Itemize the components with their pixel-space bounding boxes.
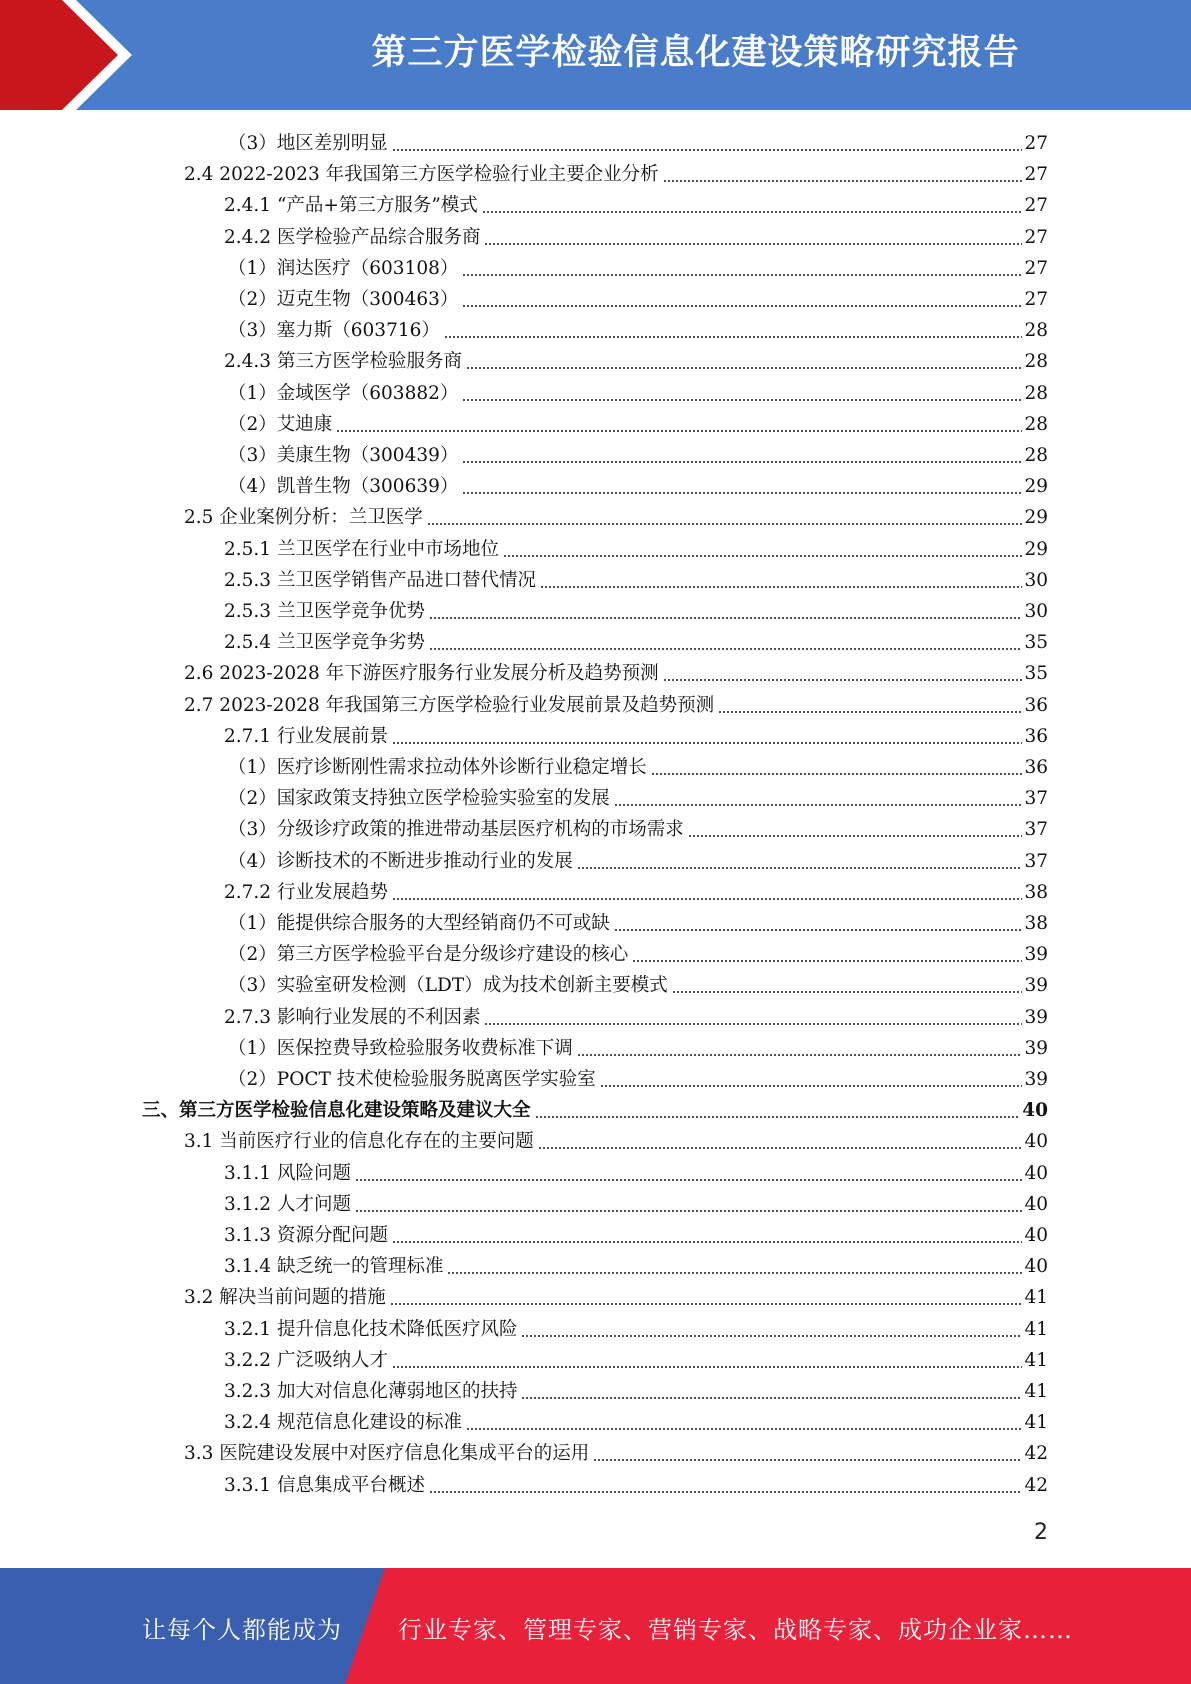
toc-dot-leader: [538, 1147, 1023, 1149]
toc-dot-leader: [392, 1366, 1022, 1368]
toc-entry[interactable]: [228, 440, 1048, 468]
toc-entry[interactable]: [228, 378, 1048, 406]
toc-entry-page: 40: [1024, 1193, 1048, 1215]
toc-entry[interactable]: [228, 752, 1048, 780]
toc-dot-leader: [672, 991, 1023, 993]
toc-entry-page: 41: [1024, 1318, 1048, 1340]
toc-entry-title: 3.3 医院建设发展中对医疗信息化集成平台的运用: [184, 1443, 590, 1465]
toc-dot-leader: [462, 399, 1022, 401]
toc-entry-title: 3.1.4 缺乏统一的管理标准: [224, 1256, 444, 1278]
toc-entry-page: 38: [1024, 881, 1048, 903]
toc-entry[interactable]: [224, 534, 1048, 562]
toc-dot-leader: [392, 898, 1022, 900]
toc-entry[interactable]: [228, 315, 1048, 343]
toc-entry[interactable]: [228, 253, 1048, 281]
toc-entry[interactable]: [224, 877, 1048, 905]
toc-entry-page: 36: [1024, 757, 1048, 778]
toc-dot-leader: [355, 1210, 1023, 1212]
toc-entry-title: （1）医保控费导致检验服务收费标准下调: [228, 1037, 573, 1059]
toc-entry-page: 40: [1024, 1225, 1048, 1246]
toc-entry[interactable]: [224, 1158, 1048, 1186]
toc-entry-page: 30: [1024, 569, 1048, 591]
toc-dot-leader: [600, 1085, 1023, 1087]
toc-dot-leader: [392, 742, 1022, 744]
toc-entry-page: 39: [1024, 1006, 1048, 1028]
toc-entry[interactable]: [184, 690, 1048, 718]
toc-entry-page: 40: [1024, 1162, 1048, 1184]
toc-entry[interactable]: [224, 222, 1048, 250]
toc-entry[interactable]: [184, 658, 1048, 686]
toc-dot-leader: [718, 711, 1022, 713]
toc-dot-leader: [390, 1303, 1023, 1305]
toc-entry-page: 39: [1024, 975, 1048, 997]
toc-entry-title: 3.1.3 资源分配问题: [224, 1225, 388, 1246]
toc-dot-leader: [521, 1335, 1022, 1337]
toc-dot-leader: [466, 1428, 1022, 1430]
toc-dot-leader: [392, 149, 1023, 151]
toc-entry[interactable]: [224, 346, 1048, 374]
toc-entry-page: 41: [1024, 1287, 1048, 1309]
toc-entry-page: 29: [1024, 507, 1048, 529]
toc-entry-title: （1）能提供综合服务的大型经销商仍不可或缺: [228, 913, 610, 934]
toc-entry-title: 2.5.3 兰卫医学销售产品进口替代情况: [224, 569, 536, 591]
toc-entry-title: （1）医疗诊断刚性需求拉动体外诊断行业稳定增长: [228, 757, 647, 778]
footer-slogan-right: 行业专家、管理专家、营销专家、战略专家、成功企业家……: [398, 1616, 1073, 1644]
toc-entry-page: 42: [1024, 1474, 1048, 1496]
toc-entry[interactable]: [224, 596, 1048, 624]
toc-dot-leader: [466, 367, 1022, 369]
toc-entry-title: （3）塞力斯（603716）: [228, 320, 440, 342]
toc-entry-title: 2.7.1 行业发展前景: [224, 725, 388, 747]
toc-entry[interactable]: [228, 1064, 1048, 1092]
toc-entry-title: 2.6 2023-2028 年下游医疗服务行业发展分析及趋势预测: [184, 663, 659, 685]
toc-entry-title: 2.4 2022-2023 年我国第三方医学检验行业主要企业分析: [184, 164, 659, 186]
toc-dot-leader: [535, 1116, 1021, 1118]
toc-entry[interactable]: [224, 1002, 1048, 1030]
toc-entry[interactable]: [184, 1282, 1048, 1310]
toc-dot-leader: [429, 648, 1022, 650]
toc-dot-leader: [632, 960, 1022, 962]
toc-entry-title: 3.2 解决当前问题的措施: [184, 1287, 386, 1309]
toc-entry-page: 38: [1024, 913, 1048, 934]
toc-entry-title: 2.4.2 医学检验产品综合服务商: [224, 226, 481, 248]
toc-dot-leader: [614, 804, 1023, 806]
toc-entry[interactable]: [224, 1470, 1048, 1498]
toc-entry[interactable]: [228, 814, 1048, 842]
toc-dot-leader: [336, 430, 1022, 432]
toc-entry-page: 41: [1024, 1381, 1048, 1402]
toc-entry-title: 2.5.1 兰卫医学在行业中市场地位: [224, 538, 499, 560]
toc-entry-title: （2）POCT 技术使检验服务脱离医学实验室: [228, 1069, 596, 1090]
toc-entry-title: （3）实验室研发检测（LDT）成为技术创新主要模式: [228, 975, 668, 997]
toc-entry-page: 27: [1024, 133, 1048, 154]
toc-entry-title: 2.4.1 “产品+第三方服务”模式: [224, 195, 478, 217]
toc-entry[interactable]: [184, 502, 1048, 530]
toc-entry-title: 2.7.2 行业发展趋势: [224, 881, 388, 903]
toc-entry[interactable]: [224, 1376, 1048, 1404]
toc-entry-page: 35: [1024, 632, 1048, 654]
toc-entry-page: 35: [1024, 663, 1048, 685]
toc-entry-page: 39: [1024, 944, 1048, 966]
toc-entry[interactable]: [224, 627, 1048, 655]
toc-entry[interactable]: [228, 284, 1048, 312]
toc-dot-leader: [663, 180, 1023, 182]
toc-dot-leader: [462, 461, 1022, 463]
toc-entry-title: 3.2.3 加大对信息化薄弱地区的扶持: [224, 1381, 518, 1402]
toc-entry[interactable]: [142, 1095, 1048, 1123]
toc-dot-leader: [444, 336, 1023, 338]
toc-entry-page: 40: [1022, 1100, 1048, 1122]
toc-entry-page: 28: [1024, 320, 1048, 342]
toc-entry-page: 40: [1024, 1256, 1048, 1278]
toc-entry-title: （4）诊断技术的不断进步推动行业的发展: [228, 850, 573, 872]
header-banner: [0, 0, 1191, 110]
footer-slogan-left: 让每个人都能成为: [142, 1616, 342, 1644]
toc-entry-page: 36: [1024, 725, 1048, 747]
toc-entry-title: （1）润达医疗（603108）: [228, 257, 459, 279]
toc-dot-leader: [577, 867, 1023, 869]
toc-entry[interactable]: [224, 1220, 1048, 1248]
toc-entry-title: （2）国家政策支持独立医学检验实验室的发展: [228, 788, 610, 810]
toc-entry[interactable]: [224, 1251, 1048, 1279]
toc-entry-page: 27: [1024, 195, 1048, 217]
toc-entry-title: （2）迈克生物（300463）: [228, 289, 459, 310]
toc-entry-title: 3.1.1 风险问题: [224, 1162, 351, 1184]
toc-entry-title: 2.5 企业案例分析：兰卫医学: [184, 507, 423, 529]
toc-entry-page: 27: [1024, 226, 1048, 248]
toc-entry-page: 39: [1024, 1037, 1048, 1059]
toc-entry[interactable]: [224, 721, 1048, 749]
toc-entry[interactable]: [228, 783, 1048, 811]
toc-entry-title: （4）凯普生物（300639）: [228, 476, 459, 498]
toc-entry[interactable]: [224, 1314, 1048, 1342]
toc-entry-page: 42: [1024, 1443, 1048, 1465]
page-number: 2: [1034, 1520, 1048, 1545]
document-title: 第三方医学检验信息化建设策略研究报告: [371, 33, 1020, 73]
toc-entry[interactable]: [224, 1189, 1048, 1217]
toc-dot-leader: [355, 1179, 1023, 1181]
toc-entry-page: 27: [1024, 257, 1048, 279]
toc-entry-page: 29: [1024, 476, 1048, 498]
toc-entry[interactable]: [184, 1438, 1048, 1466]
toc-entry-page: 28: [1024, 351, 1048, 373]
toc-dot-leader: [688, 835, 1023, 837]
toc-entry[interactable]: [184, 1126, 1048, 1154]
toc-dot-leader: [392, 1241, 1022, 1243]
toc-entry-title: 3.2.2 广泛吸纳人才: [224, 1349, 388, 1371]
toc-entry-title: 2.5.4 兰卫医学竞争劣势: [224, 632, 425, 654]
toc-entry-title: 3.3.1 信息集成平台概述: [224, 1474, 425, 1496]
toc-entry[interactable]: [228, 970, 1048, 998]
toc-dot-leader: [614, 929, 1023, 931]
toc-entry-page: 28: [1024, 445, 1048, 466]
toc-entry-page: 37: [1024, 788, 1048, 810]
toc-entry-title: 3.2.1 提升信息化技术降低医疗风险: [224, 1318, 518, 1340]
toc-entry[interactable]: [224, 1345, 1048, 1373]
toc-entry-title: （1）金域医学（603882）: [228, 382, 459, 404]
toc-entry[interactable]: [228, 471, 1048, 499]
toc-entry-page: 29: [1024, 538, 1048, 560]
toc-entry[interactable]: [224, 190, 1048, 218]
toc-entry[interactable]: [228, 128, 1048, 156]
footer-banner: [0, 1568, 1191, 1684]
toc-dot-leader: [447, 1272, 1022, 1274]
toc-entry-page: 41: [1024, 1412, 1048, 1434]
toc-dot-leader: [462, 274, 1022, 276]
toc-entry-title: （3）美康生物（300439）: [228, 445, 459, 466]
toc-entry[interactable]: [228, 409, 1048, 437]
toc-entry-title: 3.1 当前医疗行业的信息化存在的主要问题: [184, 1131, 534, 1153]
toc-dot-leader: [593, 1459, 1022, 1461]
toc-entry-page: 36: [1024, 694, 1048, 716]
toc-dot-leader: [651, 773, 1023, 775]
toc-entry-page: 27: [1024, 289, 1048, 310]
toc-entry-page: 27: [1024, 164, 1048, 186]
toc-dot-leader: [540, 586, 1022, 588]
toc-entry-title: 2.7.3 影响行业发展的不利因素: [224, 1006, 481, 1028]
toc-entry-page: 28: [1024, 382, 1048, 404]
toc-dot-leader: [577, 1054, 1023, 1056]
toc-dot-leader: [462, 305, 1022, 307]
toc-entry-page: 40: [1024, 1131, 1048, 1153]
toc-entry-page: 28: [1024, 413, 1048, 435]
toc-entry[interactable]: [228, 939, 1048, 967]
toc-dot-leader: [484, 243, 1022, 245]
toc-entry[interactable]: [224, 565, 1048, 593]
toc-entry-title: 2.7 2023-2028 年我国第三方医学检验行业发展前景及趋势预测: [184, 694, 715, 716]
toc-entry-title: 2.5.3 兰卫医学竞争优势: [224, 601, 425, 622]
toc-entry-title: 3.2.4 规范信息化建设的标准: [224, 1412, 462, 1434]
toc-entry-title: 3.1.2 人才问题: [224, 1193, 351, 1215]
toc-entry-page: 39: [1024, 1069, 1048, 1090]
toc-entry[interactable]: [184, 159, 1048, 187]
toc-entry[interactable]: [224, 1407, 1048, 1435]
toc-dot-leader: [482, 211, 1023, 213]
toc-entry-page: 37: [1024, 850, 1048, 872]
toc-entry-page: 41: [1024, 1349, 1048, 1371]
toc-dot-leader: [484, 1023, 1022, 1025]
toc-dot-leader: [429, 617, 1022, 619]
toc-entry-page: 30: [1024, 601, 1048, 622]
toc-entry-title: （2）艾迪康: [228, 413, 333, 435]
toc-entry-title: （3）地区差别明显: [228, 133, 388, 154]
toc-entry-title: 2.4.3 第三方医学检验服务商: [224, 351, 462, 373]
toc-entry[interactable]: [228, 1033, 1048, 1061]
toc-entry-page: 37: [1024, 819, 1048, 841]
toc-dot-leader: [663, 679, 1023, 681]
toc-dot-leader: [521, 1397, 1022, 1399]
toc-entry-title: （3）分级诊疗政策的推进带动基层医疗机构的市场需求: [228, 819, 684, 841]
toc-dot-leader: [462, 492, 1022, 494]
toc-dot-leader: [503, 555, 1022, 557]
toc-dot-leader: [429, 1491, 1022, 1493]
toc-entry-title: （2）第三方医学检验平台是分级诊疗建设的核心: [228, 944, 629, 966]
toc-dot-leader: [427, 523, 1023, 525]
toc-entry-title: 三、第三方医学检验信息化建设策略及建议大全: [142, 1100, 531, 1122]
toc-entry[interactable]: [228, 846, 1048, 874]
toc-entry[interactable]: [228, 908, 1048, 936]
